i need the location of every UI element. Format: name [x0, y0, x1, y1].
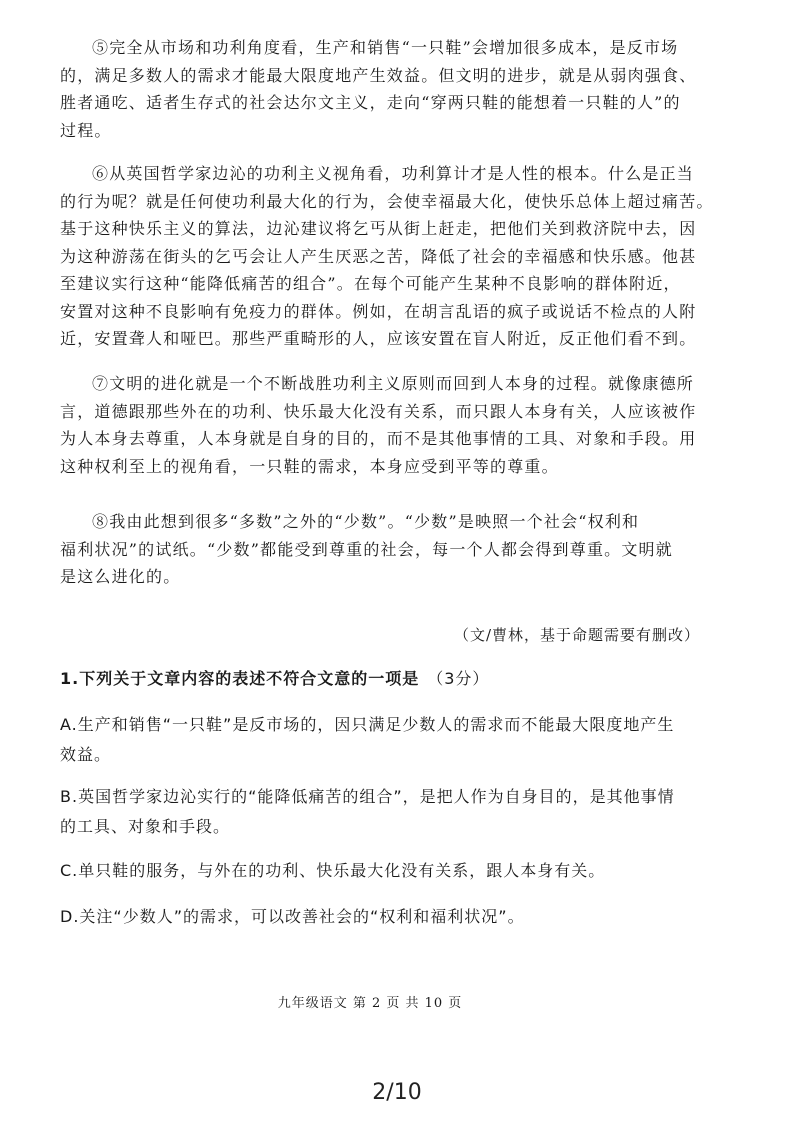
question-score: （3分） — [427, 669, 490, 688]
paragraph-line: ⑥从英国哲学家边沁的功利主义视角看，功利算计才是人性的根本。什么是正当 — [92, 164, 695, 183]
paragraph-5 — [60, 34, 710, 144]
option-line: B.英国哲学家边沁实行的“能降低痛苦的组合”，是把人作为自身目的，是其他事情 — [60, 787, 675, 806]
paragraph-line: ⑧我由此想到很多“多数”之外的“少数”。“少数”是映照一个社会“权利和 — [92, 512, 640, 531]
paragraph-line: 胜者通吃、适者生存式的社会达尔文主义，走向“穿两只鞋的能想着一只鞋的人”的 — [60, 93, 681, 112]
paragraph-line: 这种权利至上的视角看，一只鞋的需求，本身应受到平等的尊重。 — [60, 456, 559, 476]
option-line: D.关注“少数人”的需求，可以改善社会的“权利和福利状况”。 — [60, 907, 525, 926]
paragraph-8 — [60, 508, 710, 591]
question-text: 1.下列关于文章内容的表述不符合文意的一项是 — [60, 669, 420, 688]
page-footer: 九年级语文 第 2 页 共 10 页 — [277, 996, 463, 1011]
option-b — [60, 782, 710, 842]
paragraph-line: 近，安置聋人和哑巴。那些严重畸形的人，应该安置在盲人附近，反正他们看不到。 — [60, 329, 697, 348]
question-stem — [60, 666, 489, 689]
option-line: C.单只鞋的服务，与外在的功利、快乐最大化没有关系，跟人本身有关。 — [60, 861, 606, 880]
paragraph-line: 福利状况”的试纸。“少数”都能受到尊重的社会，每一个人都会得到尊重。文明就 — [60, 539, 673, 559]
option-d — [60, 902, 710, 932]
source-note: （文/曹林，基于命题需要有删改） — [453, 626, 700, 644]
paragraph-line: 为这种游荡在街头的乞丐会让人产生厌恶之苦，降低了社会的幸福感和快乐感。他甚 — [60, 246, 697, 266]
paragraph-line: 言，道德跟那些外在的功利、快乐最大化没有关系，而只跟人本身有关，人应该被作 — [60, 401, 697, 421]
paragraph-line: 是这么进化的。 — [60, 567, 181, 586]
option-line: 效益。 — [60, 745, 112, 764]
paragraph-line: ⑦文明的进化就是一个不断战胜功利主义原则而回到人本身的过程。就像康德所 — [92, 374, 695, 393]
paragraph-line: 为人本身去尊重，人本身就是自身的目的，而不是其他事情的工具、对象和手段。用 — [60, 429, 697, 448]
paragraph-line: 的，满足多数人的需求才能最大限度地产生效益。但文明的进步，就是从弱肉强食、 — [60, 65, 697, 85]
option-line: A.生产和销售“一只鞋”是反市场的，因只满足少数人的需求而不能最大限度地产生 — [60, 715, 675, 734]
option-line: 的工具、对象和手段。 — [60, 817, 231, 836]
option-a — [60, 710, 710, 770]
paragraph-6 — [60, 160, 714, 353]
paragraph-line: 基于这种快乐主义的算法，边沁建议将乞丐从街上赶走，把他们关到救济院中去，因 — [60, 219, 697, 238]
paragraph-line: 的行为呢？就是任何使功利最大化的行为，会使幸福最大化，使快乐总体上超过痛苦。 — [60, 191, 714, 211]
page-indicator: 2/10 — [372, 1080, 422, 1105]
paragraph-line: ⑤完全从市场和功利角度看，生产和销售“一只鞋”会增加很多成本，是反市场 — [92, 38, 679, 57]
paragraph-7 — [60, 370, 710, 480]
paragraph-line: 过程。 — [60, 120, 112, 140]
option-c — [60, 856, 710, 886]
paragraph-line: 至建议实行这种“能降低痛苦的组合”。在每个可能产生某种不良影响的群体附近， — [60, 274, 681, 293]
paragraph-line: 安置对这种不良影响有免疫力的群体。例如，在胡言乱语的疯子或说话不检点的人附 — [60, 301, 697, 321]
